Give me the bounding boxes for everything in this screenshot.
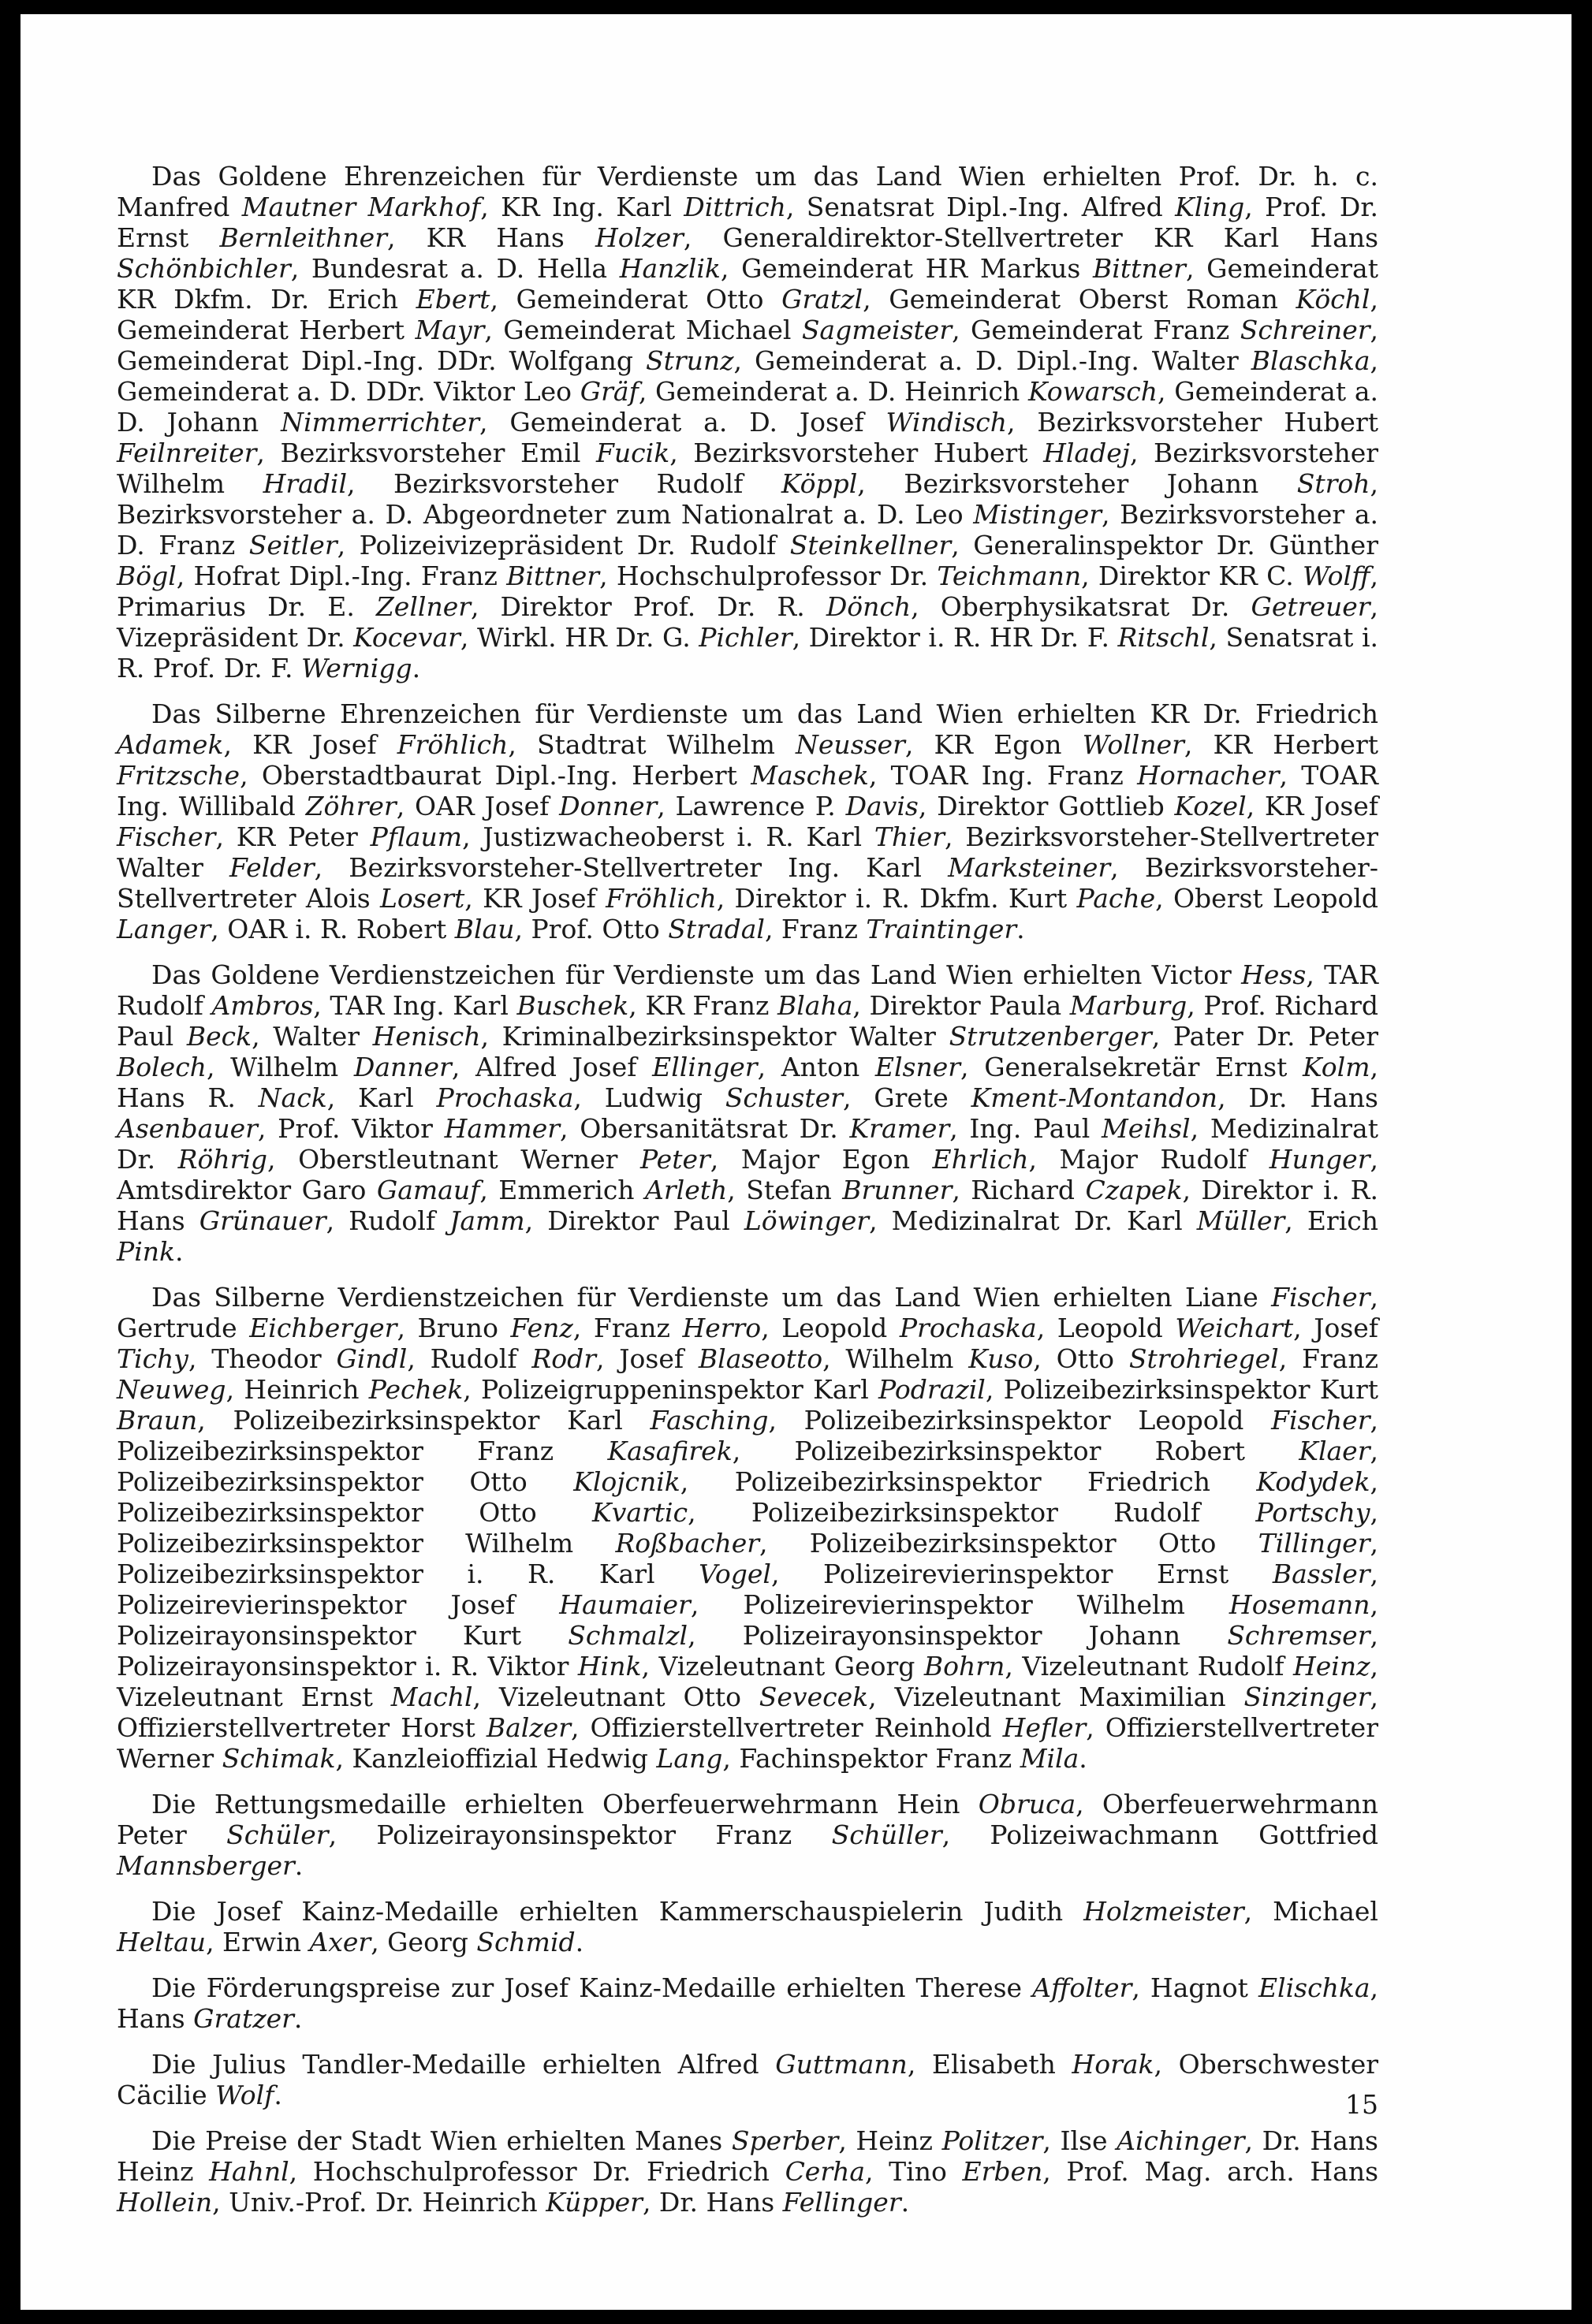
honoree-surname: Hradil <box>263 468 348 499</box>
honoree-surname: Kozel <box>1174 791 1247 821</box>
honoree-surname: Langer <box>117 914 211 944</box>
honoree-surname: Lang <box>656 1743 723 1774</box>
honoree-surname: Schimak <box>222 1743 336 1774</box>
paragraph-silberne-ehrenzeichen: Das Silberne Ehrenzeichen für Verdienste um das Land Wien erhielten KR Dr. Friedrich Adamek, KR Josef Fröhlich, Stadtrat Wilhelm Neusser, KR Egon Wollner, KR Herbert Fritzsche, Oberstadtbaurat Dipl.-Ing. Herbert Maschek, TOAR Ing. Franz Hornacher, TOAR Ing. Willibald Zöhrer, OAR Josef Donner, Lawrence P. Davis, Direktor Gottlieb Kozel, KR Josef Fischer, KR Peter Pflaum, Justizwacheoberst i. R. Karl Thier, Bezirksvorsteher-Stellvertreter Walter Felder, Bezirksvorsteher-Stellvertreter Ing. Karl Marksteiner, Bezirksvorsteher-Stellvertreter Alois Losert, KR Josef Fröhlich, Direktor i. R. Dkfm. Kurt Pache, Oberst Leopold Langer, OAR i. R. Robert Blau, Prof. Otto Stradal, Franz Traintinger. <box>117 698 1379 944</box>
honoree-surname: Sinzinger <box>1243 1682 1370 1712</box>
honoree-surname: Wernigg <box>301 653 412 683</box>
paragraph-rettungsmedaille: Die Rettungsmedaille erhielten Oberfeuerwehrmann Hein Obruca, Oberfeuerwehrmann Peter Schüler, Polizeirayonsinspektor Franz Schüller, Polizeiwachmann Gottfried Mannsberger. <box>117 1789 1379 1881</box>
honoree-surname: Bassler <box>1272 1559 1370 1589</box>
page <box>21 14 1571 2310</box>
honoree-surname: Adamek <box>117 729 224 760</box>
honoree-surname: Hink <box>577 1651 642 1682</box>
honoree-surname: Bittner <box>506 561 600 591</box>
honoree-surname: Kuso <box>968 1343 1034 1374</box>
honoree-surname: Hosemann <box>1228 1589 1370 1620</box>
honoree-surname: Fellinger <box>782 2187 901 2218</box>
honoree-surname: Gräf <box>580 376 639 407</box>
honoree-surname: Fritzsche <box>117 760 240 791</box>
honoree-surname: Holzmeister <box>1083 1896 1244 1927</box>
honoree-surname: Strunz <box>646 345 734 376</box>
honoree-surname: Blaseotto <box>698 1343 823 1374</box>
honoree-surname: Fröhlich <box>606 883 717 914</box>
honoree-surname: Machl <box>390 1682 473 1712</box>
honoree-surname: Hanzlik <box>619 253 721 284</box>
honoree-surname: Brunner <box>842 1175 953 1205</box>
honoree-surname: Gamauf <box>376 1175 480 1205</box>
body-text <box>117 161 1378 2218</box>
honoree-surname: Ehrlich <box>932 1144 1029 1175</box>
honoree-surname: Bittner <box>1093 253 1186 284</box>
honoree-surname: Grünauer <box>199 1205 326 1236</box>
honoree-surname: Fischer <box>117 821 216 852</box>
honoree-surname: Strohriegel <box>1128 1343 1279 1374</box>
honoree-surname: Müller <box>1196 1205 1285 1236</box>
honoree-surname: Felder <box>229 852 315 883</box>
honoree-surname: Bögl <box>117 561 177 591</box>
honoree-surname: Blaha <box>777 990 853 1021</box>
honoree-surname: Hahnl <box>209 2156 289 2187</box>
honoree-surname: Donner <box>559 791 658 821</box>
honoree-surname: Schremser <box>1227 1620 1370 1651</box>
honoree-surname: Gindl <box>336 1343 408 1374</box>
honoree-surname: Marksteiner <box>948 852 1111 883</box>
honoree-surname: Nimmerrichter <box>281 407 480 438</box>
paragraph-tandler-medaille: Die Julius Tandler-Medaille erhielten Alfred Guttmann, Elisabeth Horak, Oberschwester Cäcilie Wolf. <box>117 2049 1378 2110</box>
honoree-surname: Pechek <box>368 1374 464 1405</box>
honoree-surname: Prochaska <box>899 1313 1037 1343</box>
honoree-surname: Henisch <box>372 1021 481 1052</box>
honoree-surname: Haumaier <box>559 1589 691 1620</box>
honoree-surname: Cerha <box>785 2156 866 2187</box>
honoree-surname: Steinkellner <box>789 530 952 561</box>
honoree-surname: Kment-Montandon <box>971 1082 1218 1113</box>
honoree-surname: Dönch <box>826 591 912 622</box>
honoree-surname: Arleth <box>645 1175 728 1205</box>
honoree-surname: Klaer <box>1299 1436 1370 1466</box>
honoree-surname: Blau <box>454 914 515 944</box>
honoree-surname: Windisch <box>885 407 1008 438</box>
honoree-surname: Sevecek <box>759 1682 869 1712</box>
honoree-surname: Hornacher <box>1137 760 1280 791</box>
honoree-surname: Traintinger <box>866 914 1017 944</box>
honoree-surname: Danner <box>353 1052 452 1082</box>
honoree-surname: Ebert <box>416 284 490 315</box>
honoree-surname: Pichler <box>699 622 792 653</box>
honoree-surname: Fischer <box>1271 1282 1370 1313</box>
paragraph-foerderungspreise: Die Förderungspreise zur Josef Kainz-Medaille erhielten Therese Affolter, Hagnot Elischka, Hans Gratzer. <box>117 1972 1378 2034</box>
honoree-surname: Thier <box>874 821 945 852</box>
honoree-surname: Röhrig <box>177 1144 268 1175</box>
honoree-surname: Balzer <box>486 1712 571 1743</box>
honoree-surname: Getreuer <box>1251 591 1370 622</box>
honoree-surname: Schüller <box>831 1819 942 1850</box>
honoree-surname: Köppl <box>781 468 858 499</box>
honoree-surname: Kowarsch <box>1027 376 1158 407</box>
paragraph-goldene-verdienstzeichen: Das Goldene Verdienstzeichen für Verdienste um das Land Wien erhielten Victor Hess, TAR Rudolf Ambros, TAR Ing. Karl Buschek, KR Franz Blaha, Direktor Paula Marburg, Prof. Richard Paul Beck, Walter Henisch, Kriminalbezirksinspektor Walter Strutzenberger, Pater Dr. Peter Bolech, Wilhelm Danner, Alfred Josef Ellinger, Anton Elsner, Generalsekretär Ernst Kolm, Hans R. Nack, Karl Prochaska, Ludwig Schuster, Grete Kment-Montandon, Dr. Hans Asenbauer, Prof. Viktor Hammer, Obersanitätsrat Dr. Kramer, Ing. Paul Meihsl, Medizinalrat Dr. Röhrig, Oberstleutnant Werner Peter, Major Egon Ehrlich, Major Rudolf Hunger, Amtsdirektor Garo Gamauf, Emmerich Arleth, Stefan Brunner, Richard Czapek, Direktor i. R. Hans Grünauer, Rudolf Jamm, Direktor Paul Löwinger, Medizinalrat Dr. Karl Müller, Erich Pink. <box>117 959 1378 1267</box>
honoree-surname: Erben <box>962 2156 1043 2187</box>
honoree-surname: Roßbacher <box>615 1528 760 1559</box>
honoree-surname: Gratzer <box>193 2003 294 2034</box>
honoree-surname: Teichmann <box>937 561 1082 591</box>
honoree-surname: Asenbauer <box>117 1113 258 1144</box>
honoree-surname: Hollein <box>117 2187 213 2218</box>
honoree-surname: Gratzl <box>781 284 863 315</box>
honoree-surname: Hammer <box>444 1113 560 1144</box>
paragraph-preise-stadt-wien: Die Preise der Stadt Wien erhielten Manes Sperber, Heinz Politzer, Ilse Aichinger, Dr. Hans Heinz Hahnl, Hochschulprofessor Dr. Friedrich Cerha, Tino Erben, Prof. Mag. arch. Hans Hollein, Univ.-Prof. Dr. Heinrich Küpper, Dr. Hans Fellinger. <box>117 2125 1379 2218</box>
honoree-surname: Schmid <box>476 1927 576 1957</box>
honoree-surname: Hladej <box>1043 438 1130 468</box>
honoree-surname: Schönbichler <box>117 253 291 284</box>
paragraph-goldene-ehrenzeichen: Das Goldene Ehrenzeichen für Verdienste um das Land Wien erhielten Prof. Dr. h. c. Manfred Mautner Markhof, KR Ing. Karl Dittrich, Senatsrat Dipl.-Ing. Alfred Kling, Prof. Dr. Ernst Bernleithner, KR Hans Holzer, Generaldirektor-Stellvertreter KR Karl Hans Schönbichler, Bundesrat a. D. Hella Hanzlik, Gemeinderat HR Markus Bittner, Gemeinderat KR Dkfm. Dr. Erich Ebert, Gemeinderat Otto Gratzl, Gemeinderat Oberst Roman Köchl, Gemeinderat Herbert Mayr, Gemeinderat Michael Sagmeister, Gemeinderat Franz Schreiner, Gemeinderat Dipl.-Ing. DDr. Wolfgang Strunz, Gemeinderat a. D. Dipl.-Ing. Walter Blaschka, Gemeinderat a. D. DDr. Viktor Leo Gräf, Gemeinderat a. D. Heinrich Kowarsch, Gemeinderat a. D. Johann Nimmerrichter, Gemeinderat a. D. Josef Windisch, Bezirksvorsteher Hubert Feilnreiter, Bezirksvorsteher Emil Fucik, Bezirksvorsteher Hubert Hladej, Bezirksvorsteher Wilhelm Hradil, Bezirksvorsteher Rudolf Köppl, Bezirksvorsteher Johann Stroh, Bezirksvorsteher a. D. Abgeordneter zum Nationalrat a. D. Leo Mistinger, Bezirksvorsteher a. D. Franz Seitler, Polizeivizepräsident Dr. Rudolf Steinkellner, Generalinspektor Dr. Günther Bögl, Hofrat Dipl.-Ing. Franz Bittner, Hochschulprofessor Dr. Teichmann, Direktor KR C. Wolff, Primarius Dr. E. Zellner, Direktor Prof. Dr. R. Dönch, Oberphysikatsrat Dr. Getreuer, Vizepräsident Dr. Kocevar, Wirkl. HR Dr. G. Pichler, Direktor i. R. HR Dr. F. Ritschl, Senatsrat i. R. Prof. Dr. F. Wernigg. <box>117 161 1379 683</box>
honoree-surname: Köchl <box>1296 284 1370 315</box>
honoree-surname: Portschy <box>1255 1497 1370 1528</box>
honoree-surname: Löwinger <box>744 1205 870 1236</box>
honoree-surname: Mila <box>1020 1743 1079 1774</box>
page-number: 15 <box>1345 2089 1378 2120</box>
honoree-surname: Schreiner <box>1240 315 1370 345</box>
honoree-surname: Prochaska <box>436 1082 574 1113</box>
honoree-surname: Losert <box>380 883 465 914</box>
honoree-surname: Fasching <box>650 1405 769 1436</box>
honoree-surname: Pflaum <box>370 821 463 852</box>
honoree-surname: Beck <box>186 1021 252 1052</box>
honoree-surname: Mautner Markhof <box>241 192 481 222</box>
paragraph-kainz-medaille: Die Josef Kainz-Medaille erhielten Kammerschauspielerin Judith Holzmeister, Michael Heltau, Erwin Axer, Georg Schmid. <box>117 1896 1378 1957</box>
honoree-surname: Seitler <box>248 530 337 561</box>
honoree-surname: Heltau <box>117 1927 207 1957</box>
honoree-surname: Affolter <box>1032 1972 1132 2003</box>
honoree-surname: Klojcnik <box>573 1466 680 1497</box>
honoree-surname: Hunger <box>1269 1144 1370 1175</box>
honoree-surname: Pink <box>117 1236 176 1267</box>
honoree-surname: Bernleithner <box>219 222 387 253</box>
honoree-surname: Axer <box>309 1927 371 1957</box>
honoree-surname: Davis <box>845 791 919 821</box>
honoree-surname: Buschek <box>516 990 629 1021</box>
honoree-surname: Braun <box>117 1405 198 1436</box>
honoree-surname: Kolm <box>1303 1052 1370 1082</box>
honoree-surname: Fischer <box>1271 1405 1370 1436</box>
honoree-surname: Mannsberger <box>117 1850 295 1881</box>
honoree-surname: Weichart <box>1175 1313 1294 1343</box>
honoree-surname: Holzer <box>595 222 684 253</box>
honoree-surname: Tillinger <box>1258 1528 1370 1559</box>
honoree-surname: Bohrn <box>923 1651 1005 1682</box>
honoree-surname: Kling <box>1175 192 1245 222</box>
honoree-surname: Strutzenberger <box>949 1021 1152 1052</box>
honoree-surname: Jamm <box>449 1205 525 1236</box>
honoree-surname: Stroh <box>1296 468 1370 499</box>
honoree-surname: Ellinger <box>652 1052 758 1082</box>
honoree-surname: Nack <box>258 1082 327 1113</box>
honoree-surname: Wollner <box>1082 729 1184 760</box>
honoree-surname: Czapek <box>1085 1175 1183 1205</box>
honoree-surname: Fenz <box>510 1313 573 1343</box>
honoree-surname: Meihsl <box>1102 1113 1191 1144</box>
honoree-surname: Kramer <box>849 1113 950 1144</box>
honoree-surname: Hefler <box>1002 1712 1087 1743</box>
paragraph-silberne-verdienstzeichen: Das Silberne Verdienstzeichen für Verdienste um das Land Wien erhielten Liane Fischer, Gertrude Eichberger, Bruno Fenz, Franz Herro, Leopold Prochaska, Leopold Weichart, Josef Tichy, Theodor Gindl, Rudolf Rodr, Josef Blaseotto, Wilhelm Kuso, Otto Strohriegel, Franz Neuweg, Heinrich Pechek, Polizeigruppeninspektor Karl Podrazil, Polizeibezirksinspektor Kurt Braun, Polizeibezirksinspektor Karl Fasching, Polizeibezirksinspektor Leopold Fischer, Polizeibezirksinspektor Franz Kasafirek, Polizeibezirksinspektor Robert Klaer, Polizeibezirksinspektor Otto Klojcnik, Polizeibezirksinspektor Friedrich Kodydek, Polizeibezirksinspektor Otto Kvartic, Polizeibezirksinspektor Rudolf Portschy, Polizeibezirksinspektor Wilhelm Roßbacher, Polizeibezirksinspektor Otto Tillinger, Polizeibezirksinspektor i. R. Karl Vogel, Polizeirevierinspektor Ernst Bassler, Polizeirevierinspektor Josef Haumaier, Polizeirevierinspektor Wilhelm Hosemann, Polizeirayonsinspektor Kurt Schmalzl, Polizeirayonsinspektor Johann Schremser, Polizeirayonsinspektor i. R. Viktor Hink, Vizeleutnant Georg Bohrn, Vizeleutnant Rudolf Heinz, Vizeleutnant Ernst Machl, Vizeleutnant Otto Sevecek, Vizeleutnant Maximilian Sinzinger, Offizierstellvertreter Horst Balzer, Offizierstellvertreter Reinhold Hefler, Offizierstellvertreter Werner Schimak, Kanzleioffizial Hedwig Lang, Fachinspektor Franz Mila. <box>117 1282 1379 1774</box>
honoree-surname: Ambros <box>211 990 314 1021</box>
honoree-surname: Hess <box>1241 959 1307 990</box>
honoree-surname: Pache <box>1076 883 1156 914</box>
honoree-surname: Elischka <box>1258 1972 1370 2003</box>
honoree-surname: Ritschl <box>1117 622 1210 653</box>
honoree-surname: Dittrich <box>684 192 786 222</box>
honoree-surname: Herro <box>682 1313 762 1343</box>
honoree-surname: Fröhlich <box>397 729 509 760</box>
honoree-surname: Kocevar <box>353 622 460 653</box>
honoree-surname: Feilnreiter <box>117 438 257 468</box>
honoree-surname: Maschek <box>751 760 869 791</box>
honoree-surname: Peter <box>639 1144 710 1175</box>
honoree-surname: Guttmann <box>775 2049 908 2080</box>
honoree-surname: Vogel <box>699 1559 771 1589</box>
honoree-surname: Obruca <box>978 1789 1076 1819</box>
honoree-surname: Tichy <box>117 1343 188 1374</box>
honoree-surname: Küpper <box>546 2187 643 2218</box>
honoree-surname: Politzer <box>941 2125 1043 2156</box>
honoree-surname: Schmalzl <box>568 1620 688 1651</box>
honoree-surname: Neusser <box>796 729 905 760</box>
honoree-surname: Blaschka <box>1251 345 1370 376</box>
honoree-surname: Bolech <box>117 1052 207 1082</box>
honoree-surname: Schüler <box>226 1819 329 1850</box>
honoree-surname: Podrazil <box>878 1374 986 1405</box>
honoree-surname: Kasafirek <box>607 1436 733 1466</box>
honoree-surname: Zellner <box>375 591 471 622</box>
honoree-surname: Wolff <box>1303 561 1370 591</box>
honoree-surname: Rodr <box>531 1343 596 1374</box>
honoree-surname: Heinz <box>1292 1651 1370 1682</box>
honoree-surname: Kodydek <box>1256 1466 1370 1497</box>
honoree-surname: Elsner <box>874 1052 961 1082</box>
honoree-surname: Sperber <box>731 2125 839 2156</box>
honoree-surname: Eichberger <box>249 1313 397 1343</box>
honoree-surname: Neuweg <box>117 1374 226 1405</box>
honoree-surname: Aichinger <box>1117 2125 1245 2156</box>
honoree-surname: Sagmeister <box>801 315 953 345</box>
honoree-surname: Wolf <box>215 2080 274 2110</box>
honoree-surname: Zöhrer <box>305 791 397 821</box>
honoree-surname: Horak <box>1072 2049 1154 2080</box>
honoree-surname: Mistinger <box>973 499 1102 530</box>
honoree-surname: Marburg <box>1069 990 1187 1021</box>
honoree-surname: Stradal <box>668 914 765 944</box>
honoree-surname: Kvartic <box>592 1497 688 1528</box>
honoree-surname: Mayr <box>415 315 485 345</box>
honoree-surname: Schuster <box>725 1082 843 1113</box>
honoree-surname: Fucik <box>596 438 670 468</box>
